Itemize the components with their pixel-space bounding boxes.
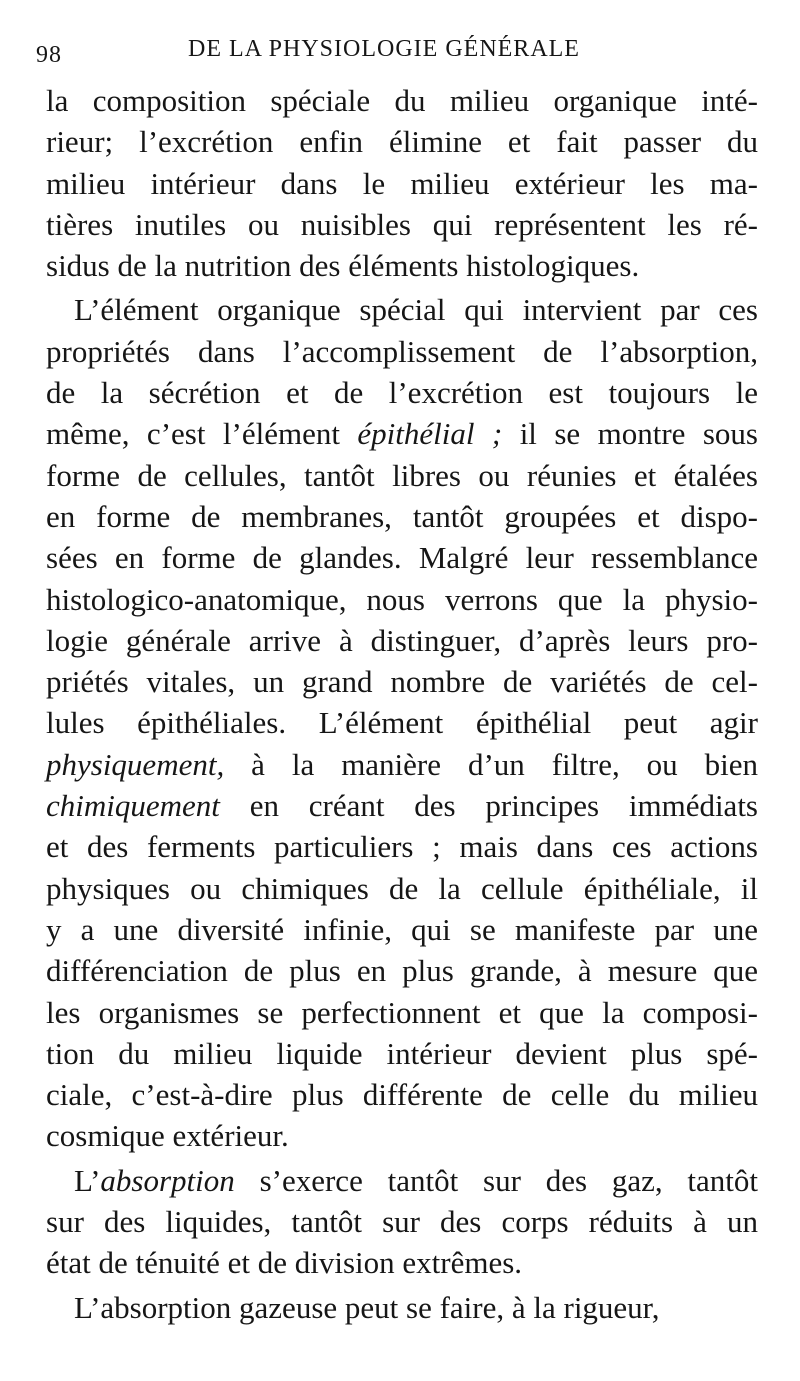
text-line <box>46 992 758 1033</box>
text-line <box>46 455 758 496</box>
text-line <box>46 1074 758 1115</box>
text-line <box>46 121 758 162</box>
text-run: L’absorption gazeuse peut se faire, à la rigueur, <box>74 1289 660 1325</box>
text-run: rieur; l’excrétion enfin élimine et fait passer du <box>46 124 758 160</box>
text-run: même, c’est l’élément <box>46 416 358 452</box>
text-run: sées en forme de glandes. Malgré leur ressemblance <box>46 540 758 576</box>
text-line <box>46 1242 758 1283</box>
italic-term: chimiquement <box>46 788 220 824</box>
text-line <box>46 909 758 950</box>
text-line <box>46 289 758 330</box>
text-line <box>46 950 758 991</box>
text-run: lules épithéliales. L’élément épithélial peut agir <box>46 705 758 741</box>
text-line <box>46 245 758 286</box>
italic-term: absorption <box>100 1162 235 1198</box>
text-run: propriétés dans l’accomplissement de l’absorption, <box>46 333 758 369</box>
page-header <box>36 36 766 76</box>
text-run: s’exerce tantôt sur des gaz, tantôt <box>234 1162 758 1198</box>
page-number: 98 <box>36 42 62 68</box>
text-run: différenciation de plus en plus grande, à mesure que <box>46 953 758 989</box>
text-line <box>46 1201 758 1242</box>
text-run: en créant des principes immédiats <box>219 788 758 824</box>
text-run: tion du milieu liquide intérieur devient plus spé- <box>46 1035 758 1071</box>
text-run: il se montre sous <box>502 416 758 452</box>
text-line <box>46 661 758 702</box>
text-run: cosmique extérieur. <box>46 1118 289 1154</box>
text-line <box>46 1160 758 1201</box>
text-run: physiques ou chimiques de la cellule épithéliale, il <box>46 870 758 906</box>
text-run: priétés vitales, un grand nombre de variétés de cel- <box>46 664 758 700</box>
text-line <box>46 204 758 245</box>
text-run: les organismes se perfectionnent et que la composi- <box>46 994 758 1030</box>
text-run: y a une diversité infinie, qui se manifeste par une <box>46 911 758 947</box>
text-run: la composition spéciale du milieu organique inté- <box>46 83 758 118</box>
text-line <box>46 331 758 372</box>
text-line <box>46 744 758 785</box>
text-line <box>46 496 758 537</box>
text-run: à la manière d’un filtre, ou bien <box>224 746 758 782</box>
text-line <box>46 785 758 826</box>
paragraph <box>46 1160 758 1284</box>
text-run: histologico-anatomique, nous verrons que la physio- <box>46 581 758 617</box>
body-text <box>46 80 758 1328</box>
text-run: et des ferments particuliers ; mais dans ces actions <box>46 829 758 865</box>
text-run: forme de cellules, tantôt libres ou réunies et étalées <box>46 457 758 493</box>
paragraph <box>46 289 758 1156</box>
italic-term: physiquement, <box>46 746 225 782</box>
text-line <box>46 372 758 413</box>
text-line <box>46 163 758 204</box>
paragraph <box>46 80 758 286</box>
text-line <box>46 1287 758 1328</box>
text-run: en forme de membranes, tantôt groupées et dispo- <box>46 498 758 534</box>
text-run: L’élément organique spécial qui intervient par ces <box>74 292 758 328</box>
text-run: de la sécrétion et de l’excrétion est toujours le <box>46 375 758 411</box>
text-line <box>46 1033 758 1074</box>
paragraph <box>46 1287 758 1328</box>
text-line <box>46 579 758 620</box>
text-run: ciale, c’est-à-dire plus différente de celle du milieu <box>46 1077 758 1113</box>
text-run: sidus de la nutrition des éléments histologiques. <box>46 248 640 284</box>
text-run: logie générale arrive à distinguer, d’après leurs pro- <box>46 622 758 658</box>
text-run: tières inutiles ou nuisibles qui représentent les ré- <box>46 206 758 242</box>
text-line <box>46 413 758 454</box>
text-run: état de ténuité et de division extrêmes. <box>46 1245 523 1281</box>
text-run: milieu intérieur dans le milieu extérieur les ma- <box>46 165 758 201</box>
text-line <box>46 826 758 867</box>
text-line <box>46 537 758 578</box>
text-line <box>46 80 758 121</box>
text-run: L’ <box>74 1162 101 1198</box>
text-line <box>46 702 758 743</box>
italic-term: épithélial ; <box>357 416 503 452</box>
text-line <box>46 868 758 909</box>
text-line <box>46 620 758 661</box>
text-line <box>46 1115 758 1156</box>
running-title: DE LA PHYSIOLOGIE GÉNÉRALE <box>188 36 580 62</box>
text-run: sur des liquides, tantôt sur des corps réduits à un <box>46 1204 758 1240</box>
